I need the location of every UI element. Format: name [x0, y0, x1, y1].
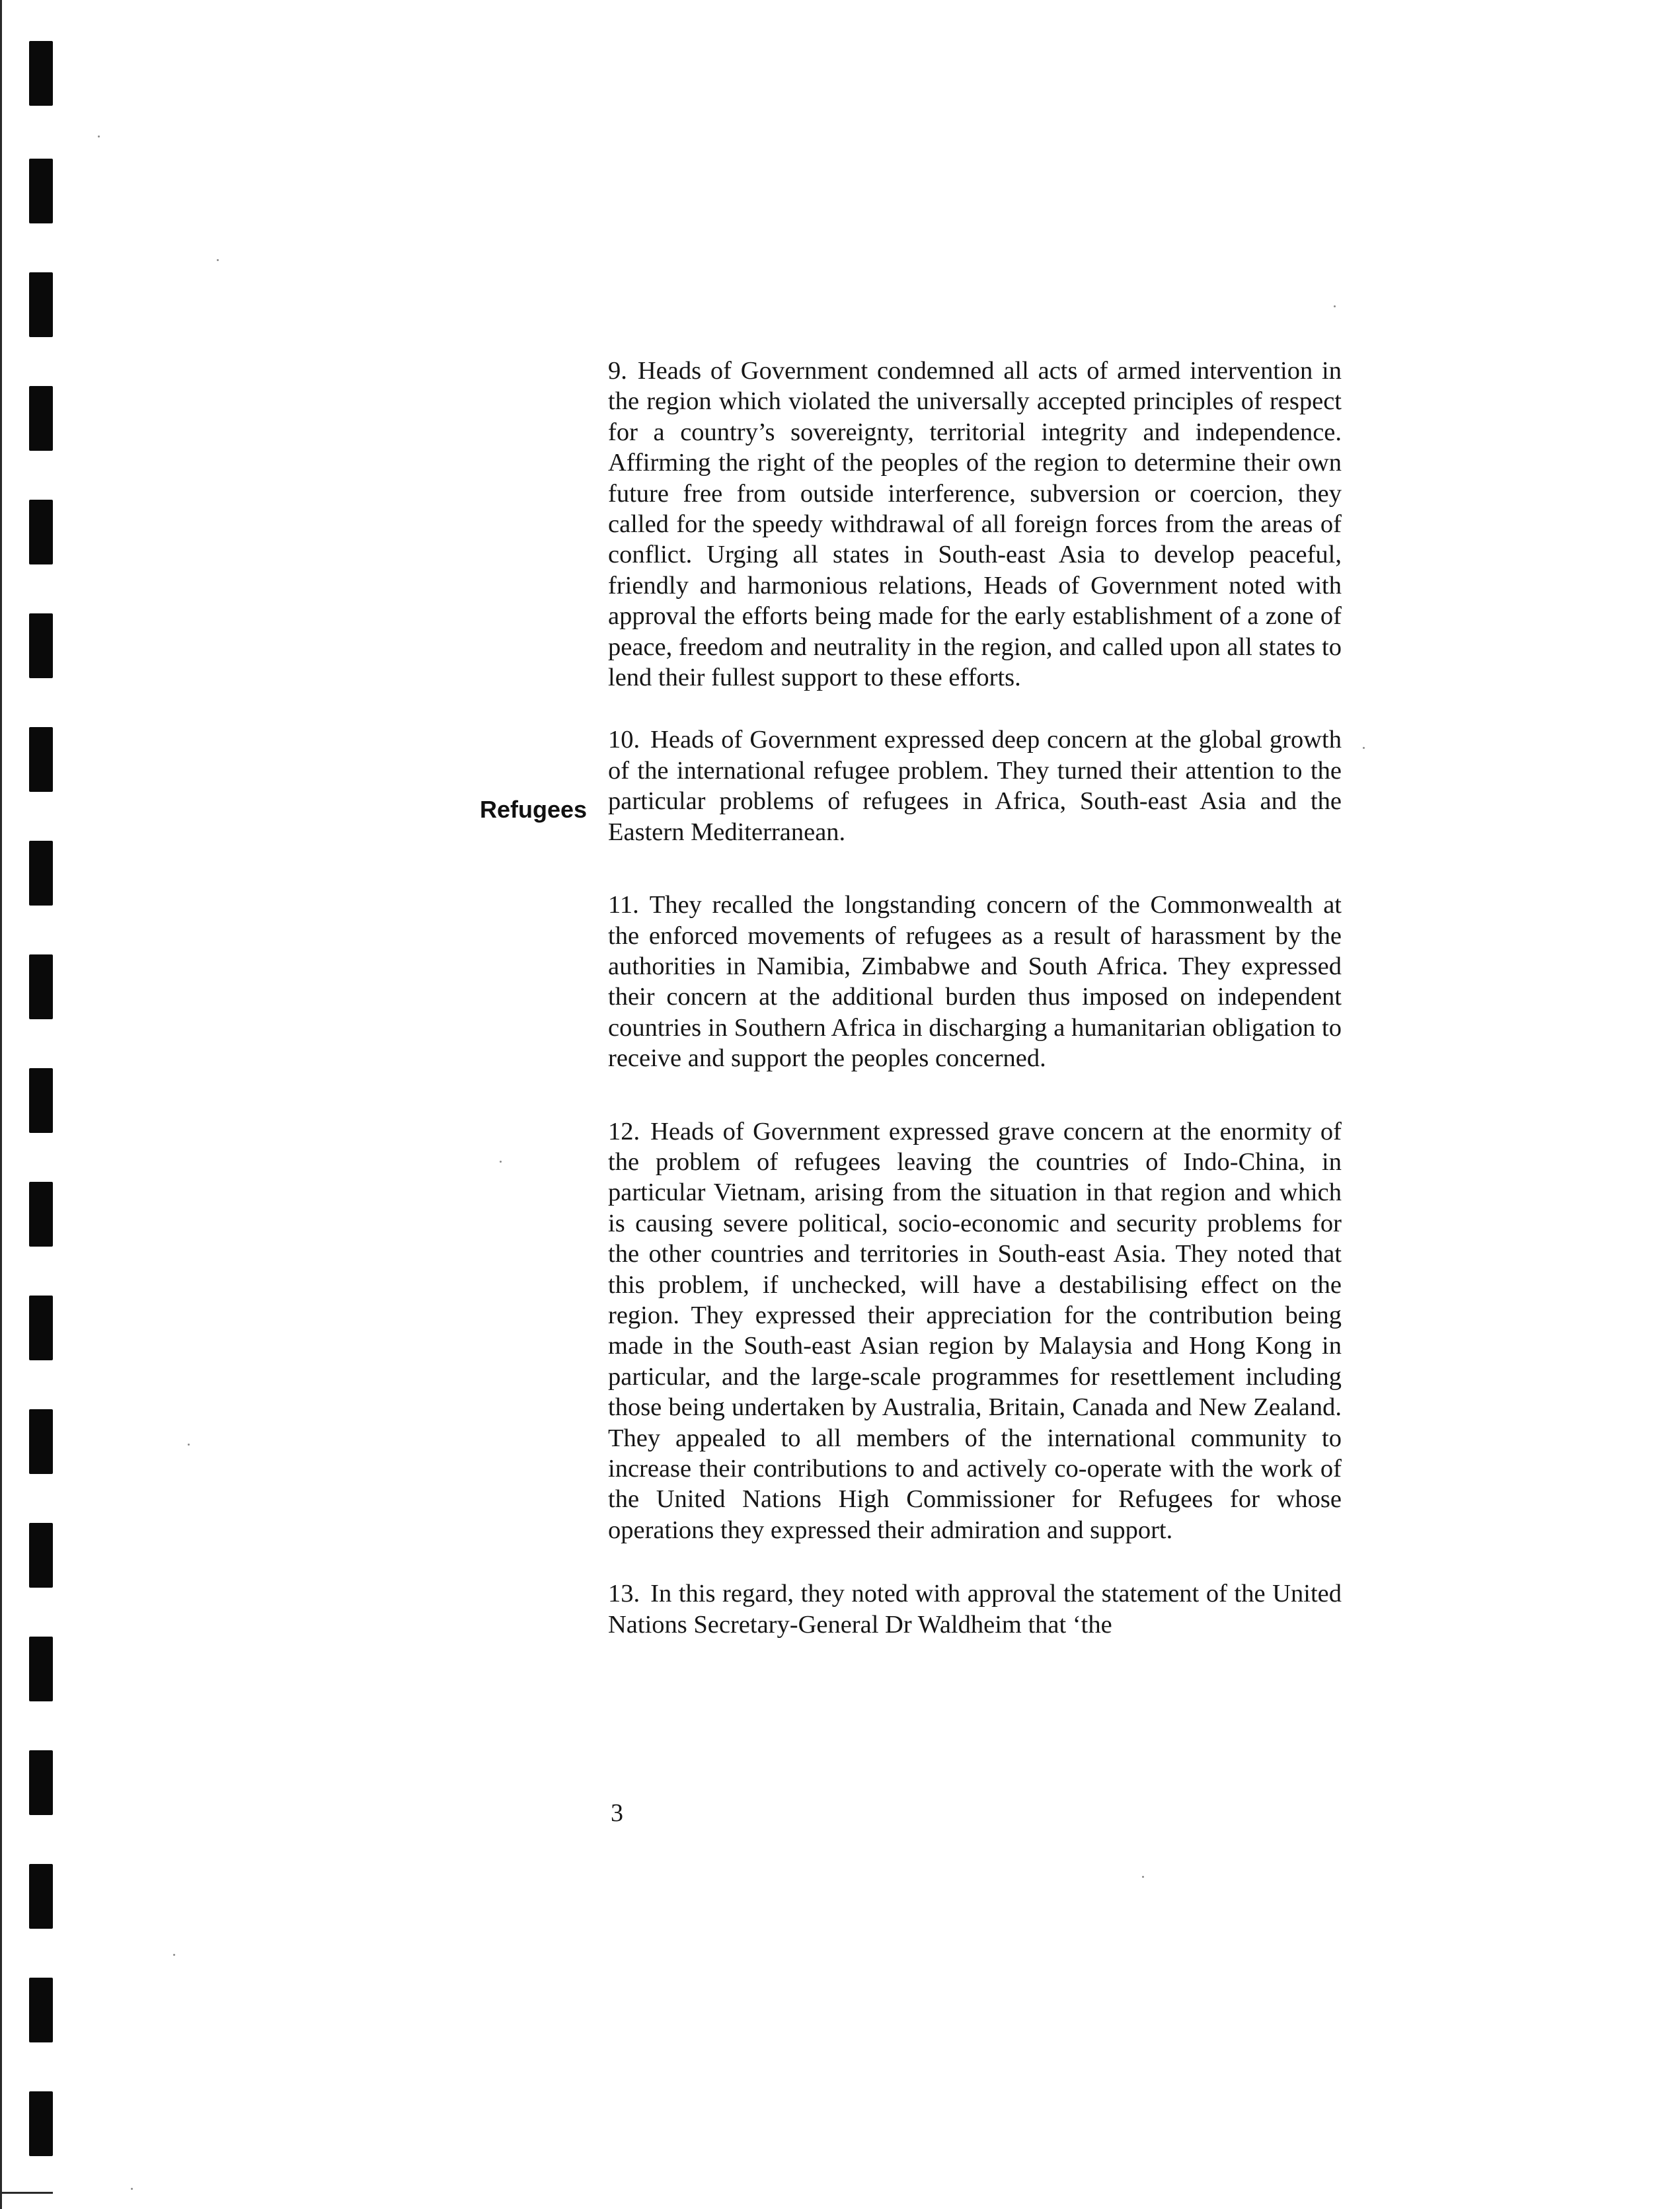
punch-hole	[29, 41, 53, 106]
paragraph-11	[608, 890, 1342, 1073]
scan-speck	[131, 2188, 133, 2190]
scan-speck	[1363, 747, 1365, 749]
paragraph-number: 10.	[608, 726, 640, 754]
punch-hole	[29, 954, 53, 1019]
punch-hole	[29, 1409, 53, 1474]
scan-speck	[500, 1161, 502, 1163]
punch-hole	[29, 500, 53, 564]
punch-hole	[29, 1523, 53, 1588]
scan-speck	[188, 1444, 190, 1446]
punch-hole	[29, 1978, 53, 2042]
paragraph-9	[608, 356, 1342, 693]
paragraph-text: Heads of Government expressed grave concern at the enormity of the problem of refugees leaving the countries of Indo-China, in particular Vietnam, arising from the situation in that region and which is causing severe political, socio-economic and security problems for the other countries and territories in South-east Asia. They noted that this problem, if unchecked, will have a destabilising effect on the region. They expressed their appreciation for the contribution being made in the South-east Asian region by Malaysia and Hong Kong in particular, and the large-scale programmes for resettlement including those being undertaken by Australia, Britain, Canada and New Zealand. They appealed to all members of the international community to increase their contributions to and actively co-operate with the work of the United Nations High Commissioner for Refugees for whose operations they expressed their admiration and support.	[608, 1117, 1342, 1544]
paragraph-13	[608, 1578, 1342, 1640]
scan-speck	[1142, 1876, 1144, 1878]
paragraph-text: Heads of Government expressed deep concern at the global growth of the international refugee problem. They turned their attention to the particular problems of refugees in Africa, South-east Asia and the Eastern Mediterranean.	[608, 726, 1342, 846]
punch-hole	[29, 1750, 53, 1815]
scan-edge-line	[0, 0, 2, 2209]
paragraph-number: 13.	[608, 1580, 640, 1608]
body-text-column	[608, 356, 1342, 1640]
punch-hole	[29, 727, 53, 792]
scan-bottom-line	[0, 2192, 53, 2194]
scan-speck	[173, 1954, 175, 1956]
punch-hole	[29, 841, 53, 906]
paragraph-10	[608, 724, 1342, 847]
punch-hole	[29, 1068, 53, 1133]
punch-hole	[29, 159, 53, 223]
punch-hole	[29, 386, 53, 451]
paragraph-text: Heads of Government condemned all acts of armed intervention in the region which violated the universally accepted principles of respect for a country’s sovereignty, territorial integrity and independence. Affirming the right of the peoples of the region to determine their own future free from outside interference, subversion or coercion, they called for the speedy withdrawal of all foreign forces from the areas of conflict. Urging all states in South-east Asia to develop peaceful, friendly and harmonious relations, Heads of Government noted with approval the efforts being made for the early establishment of a zone of peace, freedom and neutrality in the region, and called upon all states to lend their fullest support to these efforts.	[608, 357, 1342, 692]
punch-hole	[29, 1296, 53, 1360]
scan-speck	[1334, 305, 1336, 307]
punch-hole	[29, 2091, 53, 2156]
paragraph-number: 12.	[608, 1117, 640, 1145]
scan-speck	[217, 259, 219, 261]
binding-punch-holes	[29, 41, 53, 2156]
page-number: 3	[611, 1799, 623, 1827]
paragraph-text: They recalled the longstanding concern of the Commonwealth at the enforced movements of refugees as a result of harassment by the authorities in Namibia, Zimbabwe and South Africa. They expressed their concern at the additional burden thus imposed on independent countries in Southern Africa in discharging a humanitarian obligation to receive and support the peoples concerned.	[608, 891, 1342, 1073]
side-heading-refugees: Refugees	[480, 796, 588, 823]
paragraph-number: 9.	[608, 357, 627, 385]
scan-speck	[98, 136, 100, 137]
punch-hole	[29, 1182, 53, 1247]
punch-hole	[29, 613, 53, 678]
punch-hole	[29, 1637, 53, 1701]
punch-hole	[29, 272, 53, 337]
paragraph-number: 11.	[608, 891, 639, 919]
punch-hole	[29, 1864, 53, 1929]
paragraph-text: In this regard, they noted with approval the statement of the United Nations Secretary-General Dr Waldheim that ‘the	[608, 1580, 1342, 1639]
paragraph-12	[608, 1116, 1342, 1546]
